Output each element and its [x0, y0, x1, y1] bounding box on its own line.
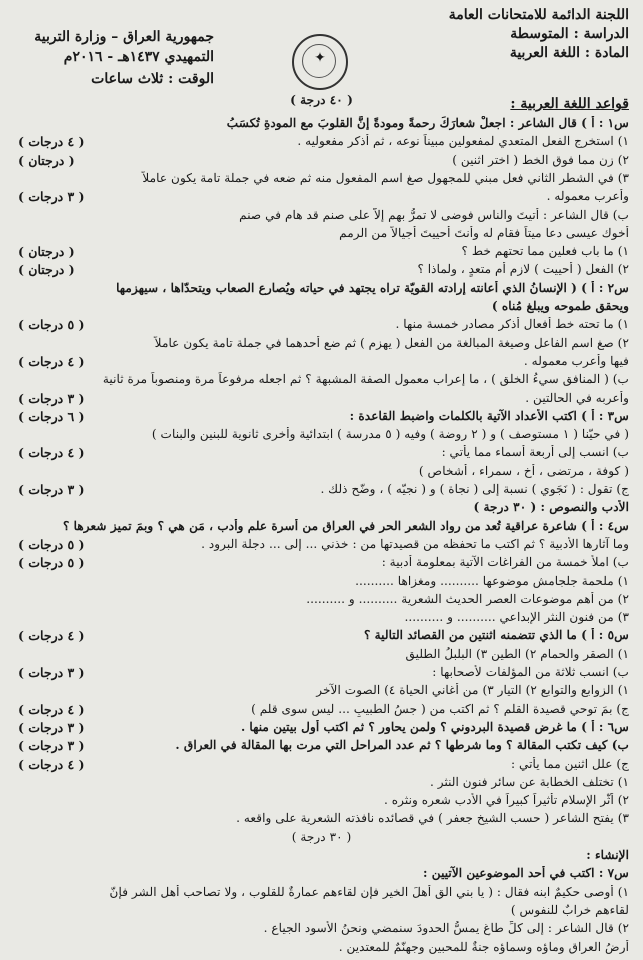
marks-label: ( ٥ درجات )	[18, 536, 85, 552]
committee-title: اللجنة الدائمة للامتحانات العامة	[448, 8, 629, 23]
question-line: فيها وأعرب معموله .	[523, 353, 629, 368]
marks-label: ( ٥ درجات )	[18, 317, 85, 333]
question-line: س١ : أ ) قال الشاعر : اجعلْ شعارَكَ رحمةً ومودةً إنَّ القلوبَ مع المودةِ تُكسَبُ	[226, 116, 629, 130]
marks-label: ( ٣ درجات )	[18, 390, 85, 406]
question-line: س٣ : أ ) اكتب الأعداد الآتية بالكلمات واضبط القاعدة :	[349, 408, 629, 423]
question-line: ٢) قال الشاعر : إلى كلِّ طاغٍ يمسُّ الحدودَ سنمضي ونحنُ الأسود الجياع .	[263, 921, 629, 936]
marks-label: ( ٣ درجات )	[18, 738, 85, 754]
question-line: وما آثارها الأدبية ؟ ثم اكتب ما تحفظه من قصيدتها من : خذني ... إلى ... دجلة البرود .	[201, 536, 629, 551]
marks-label: ( ٤ درجات )	[18, 445, 85, 461]
study-level: الدراسة : المتوسطة	[510, 27, 629, 42]
question-line: ٣) في الشطر الثاني فعل مبني للمجهول صغ اسم المفعول منه ثم ضعه في جملة تامة يكون عاملاً	[142, 170, 629, 185]
exam-date: التمهيدي ١٤٣٧هـ - ٢٠١٦م	[63, 50, 214, 65]
question-line: ٢) أثَّر الإسلام تأثيراً كبيراً في الأدب شعره ونثره .	[384, 793, 629, 808]
question-line: ١) الصقر والحمام ٢) الطين ٣) البلبلُ الطليق	[405, 646, 629, 661]
question-line: ١) الزوابع والتوابع ٢) التيار ٣) من أغاني الحياة ٤) الصوت الآخر	[316, 683, 629, 698]
question-line: ويحقق طموحه ويبلغ مُناه )	[491, 299, 629, 313]
question-line: ( ٣٠ درجة )	[291, 829, 352, 844]
question-line: أرضُ العراق وماؤه وسماؤه جنةٌ للمحبين وجهنّمٌ للمعتدين .	[338, 939, 629, 954]
question-line: الإنشاء :	[586, 848, 629, 862]
marks-label: ( ٤ درجات )	[18, 756, 85, 772]
question-line: ( كوفة ، مرتضى ، أخ ، سمراء ، أشخاص )	[418, 463, 629, 478]
marks-label: ( ٦ درجات )	[18, 408, 85, 424]
marks-label: ( درجتان )	[18, 152, 75, 168]
question-line: ب) املأ خمسة من الفراغات الآتية بمعلومة أدبية :	[381, 555, 629, 570]
question-line: وأعربه في الحالتين .	[525, 390, 629, 405]
question-line: ب) كيف تكتب المقالة ؟ وما شرطها ؟ ثم عدد المراحل التي مرت بها المقالة في العراق .	[175, 738, 629, 753]
question-line: ١) ما تحته خط أفعال أذكر مصادر خمسة منها .	[395, 317, 629, 332]
question-line: ١) أوصى حكيمٌ ابنه فقال : ( يا بني الق أهلَ الخير فإن لقاءهم عمارةٌ للقلوب ، ولا تصاحب أهل الشر فإنّ	[109, 884, 629, 899]
question-line: ج) علل اثنين مما يأتي :	[511, 756, 629, 771]
marks-label: ( ٣ درجات )	[18, 189, 85, 205]
question-line: ١) ملحمة جلجامش موضوعها .......... ومغزاها ..........	[355, 573, 629, 588]
question-line: ( في حيّنا ( ١ مستوصف ) و ( ٢ روضة ) وفيه ( ٥ مدرسة ) ابتدائية وأخرى ثانوية للبنين والبنات )	[151, 427, 629, 442]
question-line: ب) انسب ثلاثة من المؤلفات لأصحابها :	[432, 665, 629, 679]
question-line: س٥ : أ ) ما الذي تتضمنه اثنتين من القصائد التالية ؟	[363, 628, 629, 643]
question-line: ج) بمَ توحي قصيدة القلم ؟ ثم اكتب من ( جسُ الطبيبِ ... ليس سوى قلم )	[251, 701, 629, 716]
marks-label: ( ٣ درجات )	[18, 719, 85, 735]
question-line: ١) تختلف الخطابة عن سائر فنون النثر .	[429, 774, 629, 789]
marks-label: ( درجتان )	[18, 244, 75, 260]
question-line: ب) ( المنافق سيءُ الخلق ) ، ما إعراب معمول الصفة المشبهة ؟ ثم اجعله مرفوعاً مرة ومنصوباً مرة ثانية	[102, 372, 629, 387]
question-line: أخوك عيسى دعا ميتاً فقام له وأنتَ أحييتَ أجيالاً من الرمم	[339, 225, 629, 240]
question-line: ٢) زن مما فوق الخط ( اختر اثنين )	[452, 152, 629, 167]
question-line: لقاءهم خرابٌ للنفوس )	[510, 902, 629, 917]
ministry-title: جمهورية العراق – وزارة التربية	[34, 30, 214, 45]
question-line: ٢) من أهم موضوعات العصر الحديث الشعرية .......... و ..........	[306, 591, 629, 606]
question-line: ٣) يفتح الشاعر ( حسب الشيخ جعفر ) في قصائده نافذته الشعرية على واقعه .	[236, 811, 629, 826]
marks-label: ( ٤ درجات )	[18, 134, 85, 150]
marks-label: ( ٤ درجات )	[18, 701, 85, 717]
section-grammar-marks: ( ٤٠ درجة )	[290, 93, 353, 107]
marks-label: ( ٣ درجات )	[18, 482, 85, 497]
marks-label: ( ٥ درجات )	[18, 555, 85, 571]
question-line: ج) تقول : ( نَجَوي ) نسبة إلى ( نجاة ) و ( نجيّه ) ، وضّح ذلك .	[320, 482, 629, 496]
question-line: وأعرب معموله .	[546, 189, 629, 204]
subject-line: المادة : اللغة العربية	[509, 46, 629, 61]
exam-duration: الوقت : ثلاث ساعات	[91, 72, 214, 87]
question-line: ب) انسب إلى أربعة أسماء مما يأتي :	[441, 445, 629, 460]
question-line: س٢ : أ ) ( الإنسانُ الذي أعانته إرادته القويّة تراه يجتهد في حياته ويُصارع الصعاب ويتحدّاها ، سيهزمها	[116, 280, 629, 295]
question-line: ٣) من فنون النثر الإبداعي .......... و ..........	[404, 610, 629, 625]
question-line: ٢) صغ اسم الفاعل وصيغة المبالغة من الفعل ( يهزم ) ثم ضع أحدهما في جملة تامة يكون عاملاً	[154, 335, 629, 350]
eagle-emblem-icon: ✦	[292, 34, 348, 90]
question-line: ١) ما باب فعلين مما تحتهم خط ؟	[461, 244, 629, 259]
question-line: س٦ : أ ) ما غرض قصيدة البردوني ؟ ولمن يحاور ؟ ثم اكتب أول بيتين منها .	[240, 719, 629, 734]
section-grammar-title: قواعد اللغة العربية :	[510, 97, 629, 112]
question-line: ب) قال الشاعر : أتيتَ والناس فوضى لا تمرُّ بهم إلاَّ على صنم قد هام في صنم	[239, 207, 629, 222]
question-line: س٧ : اكتب في أحد الموضوعين الآتيين :	[423, 866, 629, 881]
marks-label: ( ٣ درجات )	[18, 665, 85, 680]
marks-label: ( درجتان )	[18, 262, 75, 278]
marks-label: ( ٤ درجات )	[18, 353, 85, 369]
question-line: ١) استخرج الفعل المتعدي لمفعولين مبيناً نوعه ، ثم أذكر مفعوليه .	[297, 134, 629, 149]
question-line: الأدب والنصوص : ( ٣٠ درجة )	[473, 500, 629, 515]
marks-label: ( ٤ درجات )	[18, 628, 85, 644]
question-line: ٢) الفعل ( أحييت ) لازم أم متعدٍ ، ولماذا ؟	[417, 262, 629, 277]
question-line: س٤ : أ ) شاعرة عراقية تُعد من رواد الشعر الحر في العراق من أسرة علم وأدب ، مَن هي ؟ وبمَ تميز شعرها ؟	[62, 518, 629, 533]
